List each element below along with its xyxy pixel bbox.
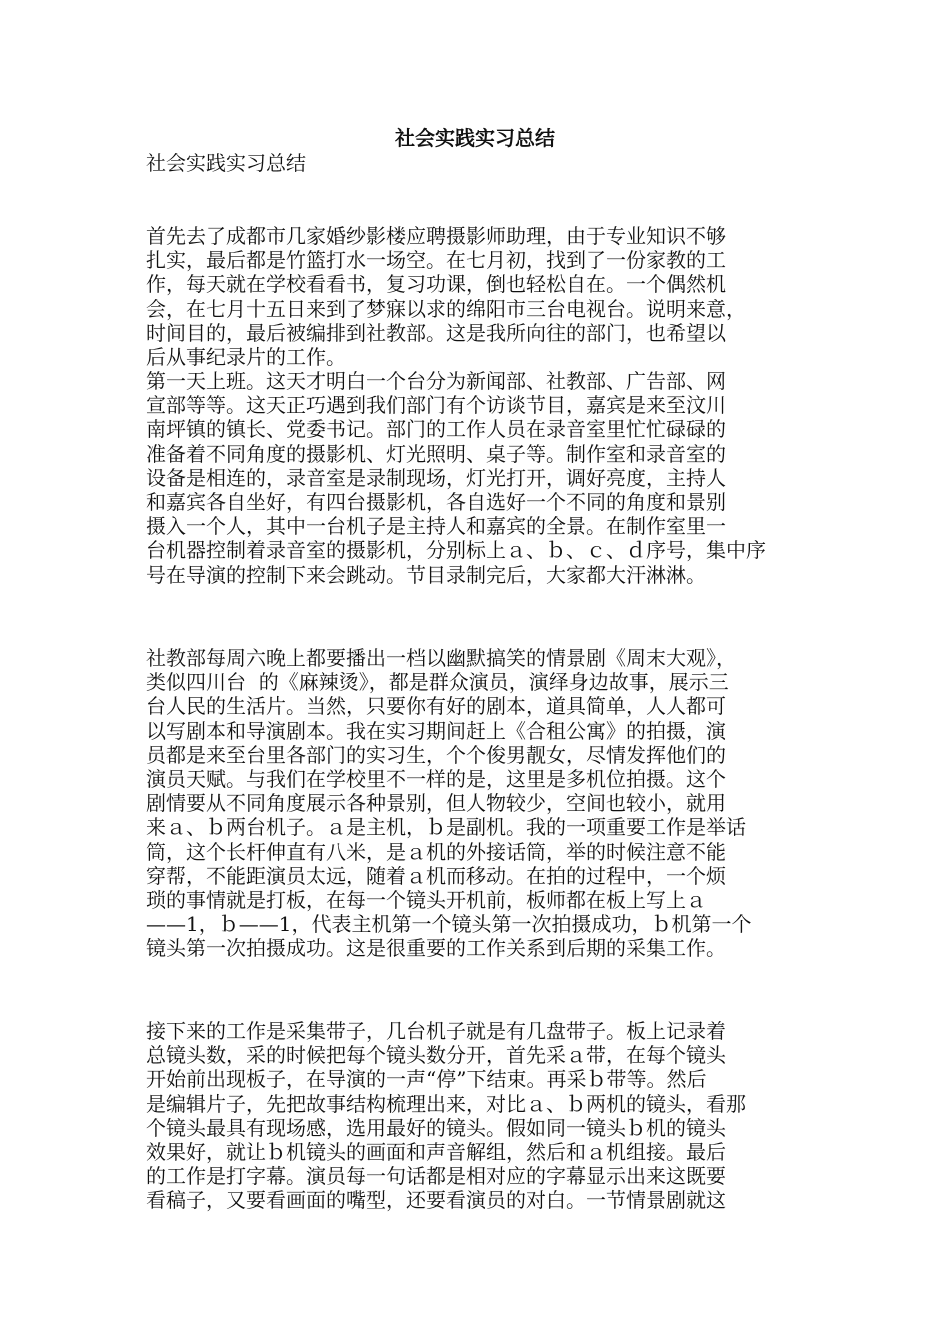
text-line: 来ａ、ｂ两台机子。ａ是主机，ｂ是副机。我的一项重要工作是举话 xyxy=(146,815,746,840)
text-line: 扎实，最后都是竹篮打水一场空。在七月初，找到了一份家教的工 xyxy=(146,248,726,273)
text-line: 接下来的工作是采集带子，几台机子就是有几盘带子。板上记录着 xyxy=(146,1019,726,1043)
text-line: 南坪镇的镇长、党委书记。部门的工作人员在录音室里忙忙碌碌的 xyxy=(146,417,726,442)
text-line: ——1，ｂ——1，代表主机第一个镜头第一次拍摄成功，ｂ机第一个 xyxy=(146,912,752,937)
text-line: 是编辑片子，先把故事结构梳理出来，对比ａ、ｂ两机的镜头，看那 xyxy=(146,1091,746,1116)
text-line: 台人民的生活片。当然，只要你有好的剧本，道具简单，人人都可 xyxy=(146,694,726,719)
text-line: 作，每天就在学校看看书，复习功课，倒也轻松自在。一个偶然机 xyxy=(146,272,726,297)
text-line: 首先去了成都市几家婚纱影楼应聘摄影师助理，由于专业知识不够 xyxy=(146,224,726,248)
text-line: 社教部每周六晚上都要播出一档以幽默搞笑的情景剧《周末大观》， xyxy=(146,646,736,670)
document-title: 社会实践实习总结 xyxy=(395,126,555,150)
text-line: 总镜头数，采的时候把每个镜头数分开，首先采ａ带，在每个镜头 xyxy=(146,1043,726,1068)
text-line: 类似四川台 的《麻辣烫》，都是群众演员，演绎身边故事，展示三 xyxy=(146,670,729,695)
text-line: 镜头第一次拍摄成功。这是很重要的工作关系到后期的采集工作。 xyxy=(146,936,726,961)
text-line: 员都是来至台里各部门的实习生，个个俊男靓女，尽情发挥他们的 xyxy=(146,742,726,767)
text-line: 准备着不同角度的摄影机、灯光照明、桌子等。制作室和录音室的 xyxy=(146,441,726,466)
text-line: 台机器控制着录音室的摄影机，分别标上ａ、ｂ、ｃ、ｄ序号，集中序 xyxy=(146,538,766,563)
text-line: 开始前出现板子，在导演的一声“停”下结束。再采ｂ带等。然后 xyxy=(146,1067,707,1092)
text-line: 宣部等等。这天正巧遇到我们部门有个访谈节目，嘉宾是来至汶川 xyxy=(146,393,726,418)
text-line: 摄入一个人，其中一台机子是主持人和嘉宾的全景。在制作室里一 xyxy=(146,514,726,539)
text-line: 号在导演的控制下来会跳动。节目录制完后，大家都大汗淋淋。 xyxy=(146,562,706,587)
text-line: 的工作是打字幕。演员每一句话都是相对应的字幕显示出来这既要 xyxy=(146,1164,726,1189)
text-line: 第一天上班。这天才明白一个台分为新闻部、社教部、广告部、网 xyxy=(146,369,726,393)
text-line: 剧情要从不同角度展示各种景别，但人物较少，空间也较小，就用 xyxy=(146,791,726,816)
text-line: 效果好，就让ｂ机镜头的画面和声音解组，然后和ａ机组接。最后 xyxy=(146,1139,726,1164)
text-line: 时间目的，最后被编排到社教部。这是我所向往的部门，也希望以 xyxy=(146,320,726,345)
text-line: 穿帮，不能距演员太远，随着ａ机而移动。在拍的过程中，一个烦 xyxy=(146,863,726,888)
text-line: 琐的事情就是打板，在每一个镜头开机前，板师都在板上写上ａ xyxy=(146,887,706,912)
paragraph-1 xyxy=(146,224,746,369)
text-line: 筒，这个长杆伸直有八米，是ａ机的外接话筒，举的时候注意不能 xyxy=(146,839,726,864)
text-line: 后从事纪录片的工作。 xyxy=(146,344,346,369)
document-subtitle: 社会实践实习总结 xyxy=(146,151,306,175)
paragraph-4 xyxy=(146,1019,746,1213)
text-line: 和嘉宾各自坐好，有四台摄影机，各自选好一个不同的角度和景别 xyxy=(146,489,726,514)
text-line: 以写剧本和导演剧本。我在实习期间赶上《合租公寓》的拍摄，演 xyxy=(146,718,726,743)
text-line: 看稿子，又要看画面的嘴型，还要看演员的对白。一节情景剧就这 xyxy=(146,1188,726,1213)
text-line: 演员天赋。与我们在学校里不一样的是，这里是多机位拍摄。这个 xyxy=(146,766,726,791)
paragraph-3 xyxy=(146,646,751,960)
text-line: 会，在七月十五日来到了梦寐以求的绵阳市三台电视台。说明来意， xyxy=(146,296,746,321)
text-line: 设备是相连的，录音室是录制现场，灯光打开，调好亮度，主持人 xyxy=(146,465,726,490)
paragraph-2 xyxy=(146,369,766,587)
text-line: 个镜头最具有现场感，选用最好的镜头。假如同一镜头ｂ机的镜头 xyxy=(146,1115,726,1140)
